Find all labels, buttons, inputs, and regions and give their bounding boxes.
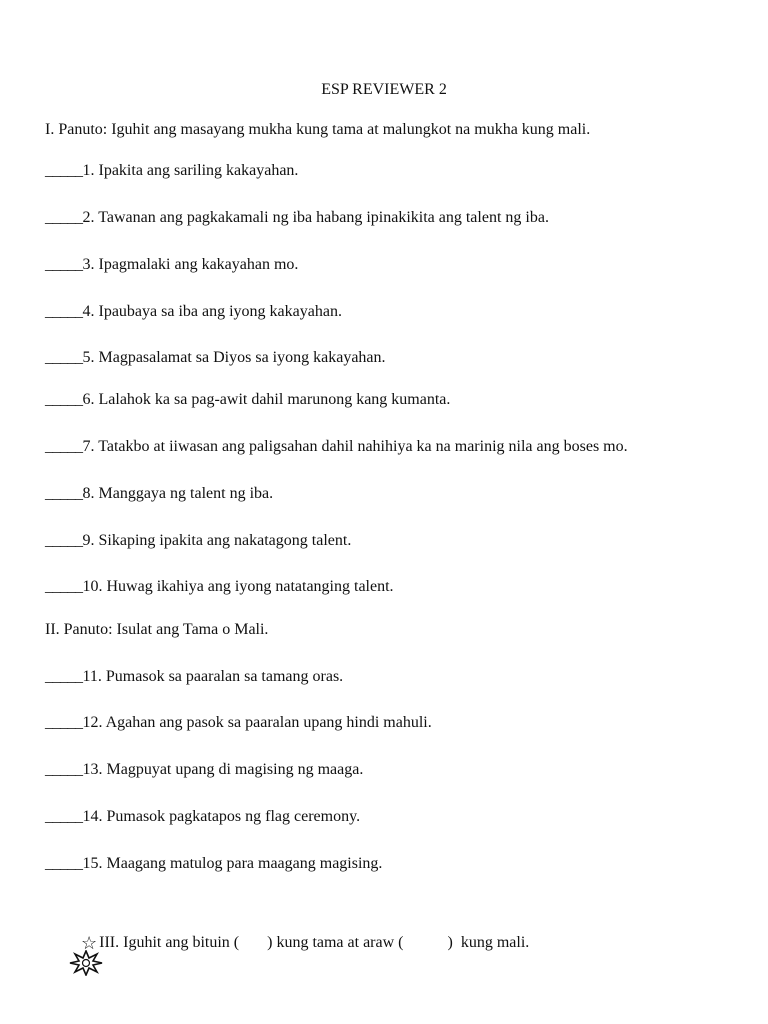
answer-blank: _____ — [45, 761, 83, 778]
item-text: 8. Manggaya ng talent ng iba. — [82, 485, 274, 502]
answer-blank: _____ — [45, 391, 83, 408]
list-item — [45, 577, 394, 597]
section2-instruction: II. Panuto: Isulat ang Tama o Mali. — [45, 621, 269, 638]
item-text: 7. Tatakbo at iiwasan ang paligsahan dahil nahihiya ka na marinig nila ang boses mo. — [82, 438, 628, 455]
section1-instruction: I. Panuto: Iguhit ang masayang mukha kung tama at malungkot na mukha kung mali. — [45, 121, 591, 138]
answer-blank: _____ — [45, 808, 83, 825]
answer-blank: _____ — [45, 532, 83, 549]
list-item — [45, 713, 432, 733]
star-icon: ☆ — [81, 933, 98, 953]
answer-blank: _____ — [45, 349, 83, 366]
answer-blank: _____ — [45, 714, 83, 731]
item-text: 4. Ipaubaya sa iba ang iyong kakayahan. — [82, 303, 342, 320]
list-item — [45, 807, 360, 827]
list-item — [45, 255, 298, 275]
section3-instruction: III. Iguhit ang bituin ( ) kung tama at araw ( ) kung mali. — [99, 934, 530, 951]
item-text: 11. Pumasok sa paaralan sa tamang oras. — [82, 668, 344, 685]
sun-icon — [45, 930, 79, 956]
list-item — [45, 208, 549, 228]
list-item — [45, 437, 628, 457]
list-item — [45, 348, 386, 368]
answer-blank: _____ — [45, 209, 83, 226]
list-item — [45, 484, 273, 504]
item-text: 10. Huwag ikahiya ang iyong natatanging talent. — [82, 578, 394, 595]
answer-blank: _____ — [45, 162, 83, 179]
list-item — [45, 390, 450, 410]
list-item — [45, 531, 351, 551]
item-text: 1. Ipakita ang sariling kakayahan. — [82, 162, 299, 179]
answer-blank: _____ — [45, 578, 83, 595]
answer-blank: _____ — [45, 485, 83, 502]
item-text: 6. Lalahok ka sa pag-awit dahil marunong kang kumanta. — [82, 391, 451, 408]
answer-blank: _____ — [45, 438, 83, 455]
answer-blank: _____ — [45, 256, 83, 273]
list-item — [45, 161, 298, 181]
item-text: 15. Maagang matulog para maagang magising. — [82, 855, 383, 872]
item-text: 14. Pumasok pagkatapos ng flag ceremony. — [82, 808, 361, 825]
list-item — [45, 760, 363, 780]
list-item — [45, 302, 342, 322]
item-text: 12. Agahan ang pasok sa paaralan upang hindi mahuli. — [82, 714, 432, 731]
answer-blank: _____ — [45, 668, 83, 685]
answer-blank: _____ — [45, 303, 83, 320]
item-text: 9. Sikaping ipakita ang nakatagong talent. — [82, 532, 352, 549]
item-text: 5. Magpasalamat sa Diyos sa iyong kakayahan. — [82, 349, 386, 366]
section3-instruction-line — [45, 930, 529, 956]
document-title: ESP REVIEWER 2 — [321, 81, 447, 98]
item-text: 2. Tawanan ang pagkakamali ng iba habang ipinakikita ang talent ng iba. — [82, 209, 549, 226]
answer-blank: _____ — [45, 855, 83, 872]
item-text: 13. Magpuyat upang di magising ng maaga. — [82, 761, 364, 778]
list-item — [45, 854, 382, 874]
item-text: 3. Ipagmalaki ang kakayahan mo. — [82, 256, 299, 273]
list-item — [45, 667, 343, 687]
